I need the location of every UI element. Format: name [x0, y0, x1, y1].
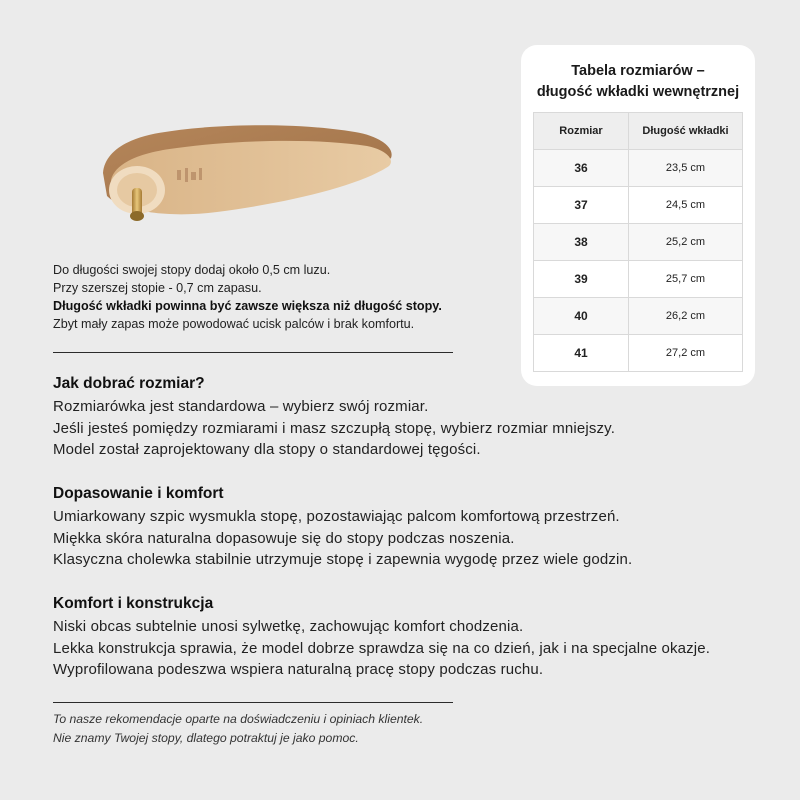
length-cell: 23,5 cm [629, 150, 743, 187]
section-line: Wyprofilowana podeszwa wspiera naturalną pracę stopy podczas ruchu. [53, 661, 544, 678]
section-line: Klasyczna cholewka stabilnie utrzymuje stopę i zapewnia wygodę przez wiele godzin. [53, 551, 633, 568]
table-row [534, 298, 743, 335]
divider [53, 702, 453, 703]
section-heading: Jak dobrać rozmiar? [53, 375, 205, 392]
section-line: Model został zaprojektowany dla stopy o standardowej tęgości. [53, 441, 481, 458]
header-size: Rozmiar [534, 113, 629, 150]
intro-guidance [53, 261, 523, 333]
table-row [534, 261, 743, 298]
section-size-choice [53, 374, 800, 461]
section-comfort-construction [53, 594, 800, 681]
size-table-title-line: długość wkładki wewnętrznej [536, 84, 740, 100]
table-row [534, 224, 743, 261]
section-line: Miękka skóra naturalna dopasowuje się do stopy podczas noszenia. [53, 529, 515, 547]
section-line: Umiarkowany szpic wysmukla stopę, pozostawiając palcom komfortową przestrzeń. [53, 508, 620, 525]
footnote-line: Nie znamy Twojej stopy, dlatego potraktuj je jako pomoc. [53, 731, 359, 745]
section-line: Rozmiarówka jest standardowa – wybierz swój rozmiar. [53, 398, 429, 415]
size-cell: 37 [534, 187, 629, 224]
size-cell: 39 [534, 261, 629, 298]
intro-line: Do długości swojej stopy dodaj około 0,5 cm luzu. [53, 263, 331, 277]
length-cell: 24,5 cm [629, 187, 743, 224]
section-heading: Komfort i konstrukcja [53, 595, 214, 612]
intro-line-bold: Długość wkładki powinna być zawsze większa niż długość stopy. [53, 299, 442, 313]
size-cell: 36 [534, 150, 629, 187]
size-table-title-line: Tabela rozmiarów – [571, 63, 705, 79]
length-cell: 25,2 cm [629, 224, 743, 261]
header-length: Długość wkładki [629, 113, 743, 150]
size-cell: 41 [534, 335, 629, 372]
section-line: Niski obcas subtelnie unosi sylwetkę, zachowując komfort chodzenia. [53, 618, 524, 635]
section-line: Lekka konstrukcja sprawia, że model dobrze sprawdza się na co dzień, jak i na specjalne okazje. [53, 639, 711, 657]
size-cell: 38 [534, 224, 629, 261]
section-line: Jeśli jesteś pomiędzy rozmiarami i masz szczupłą stopę, wybierz rozmiar mniejszy. [53, 419, 616, 437]
size-table-title [521, 61, 755, 103]
section-heading: Dopasowanie i komfort [53, 485, 224, 502]
size-cell: 40 [534, 298, 629, 335]
shoe-sole-image [95, 118, 400, 233]
footnote-line: To nasze rekomendacje oparte na doświadczeniu i opiniach klientek. [53, 712, 424, 726]
table-row [534, 187, 743, 224]
length-cell: 25,7 cm [629, 261, 743, 298]
divider [53, 352, 453, 353]
footnote [53, 710, 533, 748]
table-row [534, 150, 743, 187]
size-table [533, 112, 743, 372]
length-cell: 27,2 cm [629, 335, 743, 372]
intro-line: Przy szerszej stopie - 0,7 cm zapasu. [53, 281, 262, 295]
length-cell: 26,2 cm [629, 298, 743, 335]
size-table-card [521, 45, 755, 386]
section-fit-comfort [53, 484, 800, 571]
intro-line: Zbyt mały zapas może powodować ucisk palców i brak komfortu. [53, 317, 415, 331]
table-row [534, 335, 743, 372]
